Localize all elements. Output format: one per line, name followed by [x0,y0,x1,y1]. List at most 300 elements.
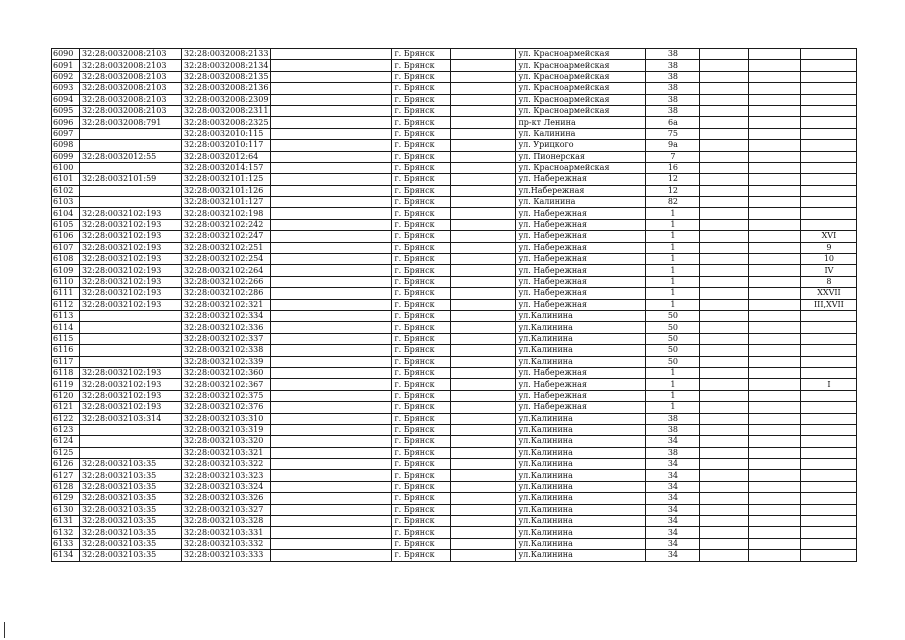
street-cell: ул. Набережная [516,288,646,299]
empty-cell [749,151,801,162]
row-number-cell: 6128 [52,481,80,492]
empty-cell [700,174,749,185]
premises-number-cell [801,413,857,424]
parent-cadastral-number-cell [80,322,182,333]
empty-cell [749,162,801,173]
city-cell: г. Брянск [392,436,451,447]
empty-cell [271,516,392,527]
row-number-cell: 6106 [52,231,80,242]
empty-cell [700,470,749,481]
empty-cell [451,128,516,139]
empty-cell [451,550,516,561]
house-number-cell: 34 [646,527,700,538]
house-number-cell: 1 [646,265,700,276]
row-number-cell: 6092 [52,71,80,82]
parent-cadastral-number-cell: 32:28:0032102:193 [80,242,182,253]
premises-number-cell [801,140,857,151]
table-row [52,151,857,162]
cadastral-number-cell: 32:28:0032010:117 [182,140,271,151]
house-number-cell: 38 [646,94,700,105]
empty-cell [271,151,392,162]
row-number-cell: 6118 [52,367,80,378]
empty-cell [749,49,801,60]
parent-cadastral-number-cell: 32:28:0032103:35 [80,516,182,527]
street-cell: ул.Калинина [516,310,646,321]
empty-cell [451,197,516,208]
empty-cell [451,117,516,128]
empty-cell [451,527,516,538]
parent-cadastral-number-cell [80,162,182,173]
city-cell: г. Брянск [392,504,451,515]
empty-cell [700,310,749,321]
table-row [52,140,857,151]
empty-cell [271,162,392,173]
house-number-cell: 1 [646,402,700,413]
parent-cadastral-number-cell: 32:28:0032103:35 [80,550,182,561]
house-number-cell: 1 [646,299,700,310]
empty-cell [271,333,392,344]
city-cell: г. Брянск [392,447,451,458]
cadastral-number-cell: 32:28:0032103:324 [182,481,271,492]
parent-cadastral-number-cell: 32:28:0032008:2103 [80,94,182,105]
row-number-cell: 6102 [52,185,80,196]
empty-cell [749,367,801,378]
table-row [52,470,857,481]
parent-cadastral-number-cell: 32:28:0032102:193 [80,402,182,413]
empty-cell [451,185,516,196]
table-row [52,356,857,367]
empty-cell [451,231,516,242]
empty-cell [700,197,749,208]
table-row [52,117,857,128]
premises-number-cell [801,424,857,435]
empty-cell [700,219,749,230]
empty-cell [451,493,516,504]
premises-number-cell [801,390,857,401]
empty-cell [451,413,516,424]
house-number-cell: 1 [646,288,700,299]
empty-cell [700,208,749,219]
empty-cell [700,322,749,333]
premises-number-cell [801,219,857,230]
table-row [52,60,857,71]
row-number-cell: 6107 [52,242,80,253]
house-number-cell: 1 [646,219,700,230]
empty-cell [271,299,392,310]
street-cell: ул. Калинина [516,197,646,208]
empty-cell [451,424,516,435]
empty-cell [271,527,392,538]
empty-cell [271,219,392,230]
empty-cell [749,447,801,458]
cadastral-number-cell: 32:28:0032103:331 [182,527,271,538]
empty-cell [700,254,749,265]
city-cell: г. Брянск [392,550,451,561]
premises-number-cell [801,71,857,82]
parent-cadastral-number-cell [80,436,182,447]
street-cell: ул.Калинина [516,504,646,515]
premises-number-cell [801,436,857,447]
premises-number-cell [801,174,857,185]
house-number-cell: 34 [646,550,700,561]
empty-cell [271,276,392,287]
city-cell: г. Брянск [392,94,451,105]
empty-cell [700,71,749,82]
table-row [52,527,857,538]
empty-cell [451,94,516,105]
empty-cell [700,94,749,105]
premises-number-cell [801,333,857,344]
empty-cell [271,60,392,71]
table-row [52,310,857,321]
street-cell: ул. Набережная [516,208,646,219]
empty-cell [271,390,392,401]
cadastral-number-cell: 32:28:0032103:327 [182,504,271,515]
empty-cell [749,60,801,71]
empty-cell [749,470,801,481]
empty-cell [700,105,749,116]
empty-cell [700,140,749,151]
parent-cadastral-number-cell: 32:28:0032103:35 [80,493,182,504]
empty-cell [271,71,392,82]
empty-cell [451,322,516,333]
empty-cell [271,231,392,242]
empty-cell [749,459,801,470]
empty-cell [271,105,392,116]
empty-cell [749,83,801,94]
empty-cell [749,516,801,527]
premises-number-cell [801,60,857,71]
parent-cadastral-number-cell: 32:28:0032103:35 [80,538,182,549]
parent-cadastral-number-cell [80,356,182,367]
street-cell: ул.Калинина [516,538,646,549]
premises-number-cell [801,367,857,378]
city-cell: г. Брянск [392,481,451,492]
empty-cell [749,527,801,538]
table-row [52,162,857,173]
premises-number-cell: I [801,379,857,390]
table-row [52,516,857,527]
street-cell: ул.Калинина [516,322,646,333]
empty-cell [271,356,392,367]
empty-cell [271,504,392,515]
empty-cell [451,356,516,367]
empty-cell [700,333,749,344]
row-number-cell: 6094 [52,94,80,105]
premises-number-cell: III,XVII [801,299,857,310]
cadastral-number-cell: 32:28:0032102:367 [182,379,271,390]
cadastral-number-cell: 32:28:0032103:323 [182,470,271,481]
city-cell: г. Брянск [392,413,451,424]
table-row [52,174,857,185]
empty-cell [700,538,749,549]
house-number-cell: 38 [646,413,700,424]
empty-cell [700,447,749,458]
empty-cell [749,265,801,276]
premises-number-cell [801,128,857,139]
register-table-body [52,49,857,562]
street-cell: ул. Красноармейская [516,162,646,173]
empty-cell [700,390,749,401]
empty-cell [749,140,801,151]
street-cell: ул. Красноармейская [516,105,646,116]
parent-cadastral-number-cell: 32:28:0032008:2103 [80,83,182,94]
premises-number-cell [801,493,857,504]
parent-cadastral-number-cell: 32:28:0032102:193 [80,288,182,299]
street-cell: ул.Калинина [516,413,646,424]
premises-number-cell [801,208,857,219]
street-cell: ул. Красноармейская [516,49,646,60]
street-cell: ул. Красноармейская [516,71,646,82]
row-number-cell: 6101 [52,174,80,185]
empty-cell [451,60,516,71]
empty-cell [271,367,392,378]
row-number-cell: 6127 [52,470,80,481]
empty-cell [451,299,516,310]
parent-cadastral-number-cell [80,310,182,321]
empty-cell [451,162,516,173]
empty-cell [451,254,516,265]
house-number-cell: 38 [646,49,700,60]
empty-cell [749,413,801,424]
premises-number-cell [801,83,857,94]
row-number-cell: 6117 [52,356,80,367]
row-number-cell: 6131 [52,516,80,527]
street-cell: ул. Набережная [516,402,646,413]
house-number-cell: 6а [646,117,700,128]
empty-cell [749,436,801,447]
empty-cell [271,413,392,424]
row-number-cell: 6113 [52,310,80,321]
city-cell: г. Брянск [392,140,451,151]
premises-number-cell [801,151,857,162]
table-row [52,390,857,401]
cadastral-number-cell: 32:28:0032008:2133 [182,49,271,60]
empty-cell [700,504,749,515]
street-cell: ул. Набережная [516,390,646,401]
empty-cell [451,333,516,344]
empty-cell [271,538,392,549]
premises-number-cell: XVI [801,231,857,242]
row-number-cell: 6098 [52,140,80,151]
empty-cell [700,413,749,424]
street-cell: ул.Калинина [516,447,646,458]
premises-number-cell [801,322,857,333]
city-cell: г. Брянск [392,49,451,60]
city-cell: г. Брянск [392,185,451,196]
empty-cell [700,345,749,356]
street-cell: ул. Набережная [516,219,646,230]
empty-cell [271,322,392,333]
empty-cell [749,379,801,390]
parent-cadastral-number-cell: 32:28:0032102:193 [80,219,182,230]
table-row [52,288,857,299]
city-cell: г. Брянск [392,379,451,390]
row-number-cell: 6119 [52,379,80,390]
empty-cell [451,208,516,219]
table-row [52,459,857,470]
table-row [52,538,857,549]
empty-cell [271,436,392,447]
empty-cell [451,219,516,230]
empty-cell [271,550,392,561]
city-cell: г. Брянск [392,527,451,538]
house-number-cell: 1 [646,390,700,401]
cadastral-number-cell: 32:28:0032102:337 [182,333,271,344]
premises-number-cell [801,447,857,458]
empty-cell [271,140,392,151]
city-cell: г. Брянск [392,322,451,333]
cadastral-number-cell: 32:28:0032102:286 [182,288,271,299]
premises-number-cell [801,117,857,128]
street-cell: ул.Калинина [516,333,646,344]
street-cell: ул. Калинина [516,128,646,139]
table-row [52,402,857,413]
house-number-cell: 38 [646,424,700,435]
row-number-cell: 6133 [52,538,80,549]
empty-cell [451,276,516,287]
empty-cell [451,470,516,481]
empty-cell [700,367,749,378]
cadastral-number-cell: 32:28:0032102:321 [182,299,271,310]
empty-cell [451,390,516,401]
house-number-cell: 75 [646,128,700,139]
empty-cell [700,356,749,367]
house-number-cell: 34 [646,516,700,527]
table-row [52,493,857,504]
house-number-cell: 50 [646,310,700,321]
cadastral-number-cell: 32:28:0032103:319 [182,424,271,435]
row-number-cell: 6130 [52,504,80,515]
city-cell: г. Брянск [392,231,451,242]
row-number-cell: 6093 [52,83,80,94]
table-row [52,550,857,561]
empty-cell [271,254,392,265]
table-row [52,265,857,276]
register-table [51,48,857,562]
row-number-cell: 6104 [52,208,80,219]
parent-cadastral-number-cell: 32:28:0032102:193 [80,254,182,265]
parent-cadastral-number-cell: 32:28:0032102:193 [80,231,182,242]
street-cell: ул. Набережная [516,265,646,276]
city-cell: г. Брянск [392,459,451,470]
cadastral-number-cell: 32:28:0032102:242 [182,219,271,230]
empty-cell [700,151,749,162]
house-number-cell: 1 [646,379,700,390]
house-number-cell: 1 [646,208,700,219]
row-number-cell: 6112 [52,299,80,310]
street-cell: ул. Набережная [516,276,646,287]
premises-number-cell [801,504,857,515]
row-number-cell: 6110 [52,276,80,287]
cadastral-number-cell: 32:28:0032008:2135 [182,71,271,82]
cadastral-number-cell: 32:28:0032102:336 [182,322,271,333]
parent-cadastral-number-cell [80,197,182,208]
city-cell: г. Брянск [392,470,451,481]
premises-number-cell: IV [801,265,857,276]
city-cell: г. Брянск [392,219,451,230]
empty-cell [700,276,749,287]
premises-number-cell [801,49,857,60]
house-number-cell: 34 [646,504,700,515]
parent-cadastral-number-cell: 32:28:0032008:2103 [80,71,182,82]
empty-cell [700,128,749,139]
table-row [52,345,857,356]
street-cell: ул.Калинина [516,345,646,356]
city-cell: г. Брянск [392,105,451,116]
empty-cell [700,527,749,538]
street-cell: ул.Калинина [516,424,646,435]
city-cell: г. Брянск [392,367,451,378]
house-number-cell: 34 [646,538,700,549]
house-number-cell: 34 [646,493,700,504]
city-cell: г. Брянск [392,299,451,310]
empty-cell [749,288,801,299]
premises-number-cell: 9 [801,242,857,253]
cadastral-number-cell: 32:28:0032014:157 [182,162,271,173]
premises-number-cell [801,310,857,321]
empty-cell [749,504,801,515]
empty-cell [749,402,801,413]
cadastral-number-cell: 32:28:0032103:332 [182,538,271,549]
empty-cell [700,162,749,173]
city-cell: г. Брянск [392,128,451,139]
parent-cadastral-number-cell: 32:28:0032102:193 [80,276,182,287]
house-number-cell: 38 [646,83,700,94]
table-row [52,83,857,94]
table-row [52,379,857,390]
city-cell: г. Брянск [392,288,451,299]
parent-cadastral-number-cell: 32:28:0032102:193 [80,390,182,401]
parent-cadastral-number-cell: 32:28:0032102:193 [80,367,182,378]
premises-number-cell [801,538,857,549]
street-cell: ул. Набережная [516,242,646,253]
cadastral-number-cell: 32:28:0032102:339 [182,356,271,367]
street-cell: ул.Калинина [516,356,646,367]
table-row [52,367,857,378]
empty-cell [451,459,516,470]
city-cell: г. Брянск [392,493,451,504]
empty-cell [749,174,801,185]
empty-cell [700,550,749,561]
city-cell: г. Брянск [392,538,451,549]
empty-cell [451,516,516,527]
empty-cell [700,242,749,253]
house-number-cell: 38 [646,60,700,71]
empty-cell [749,322,801,333]
parent-cadastral-number-cell: 32:28:0032103:35 [80,527,182,538]
house-number-cell: 34 [646,470,700,481]
table-row [52,481,857,492]
cadastral-number-cell: 32:28:0032102:376 [182,402,271,413]
empty-cell [749,333,801,344]
empty-cell [749,94,801,105]
premises-number-cell [801,105,857,116]
empty-cell [271,447,392,458]
row-number-cell: 6090 [52,49,80,60]
city-cell: г. Брянск [392,424,451,435]
parent-cadastral-number-cell [80,185,182,196]
row-number-cell: 6125 [52,447,80,458]
empty-cell [749,345,801,356]
row-number-cell: 6097 [52,128,80,139]
street-cell: ул. Пионерская [516,151,646,162]
parent-cadastral-number-cell: 32:28:0032102:193 [80,208,182,219]
row-number-cell: 6096 [52,117,80,128]
empty-cell [749,276,801,287]
row-number-cell: 6114 [52,322,80,333]
cadastral-number-cell: 32:28:0032102:251 [182,242,271,253]
